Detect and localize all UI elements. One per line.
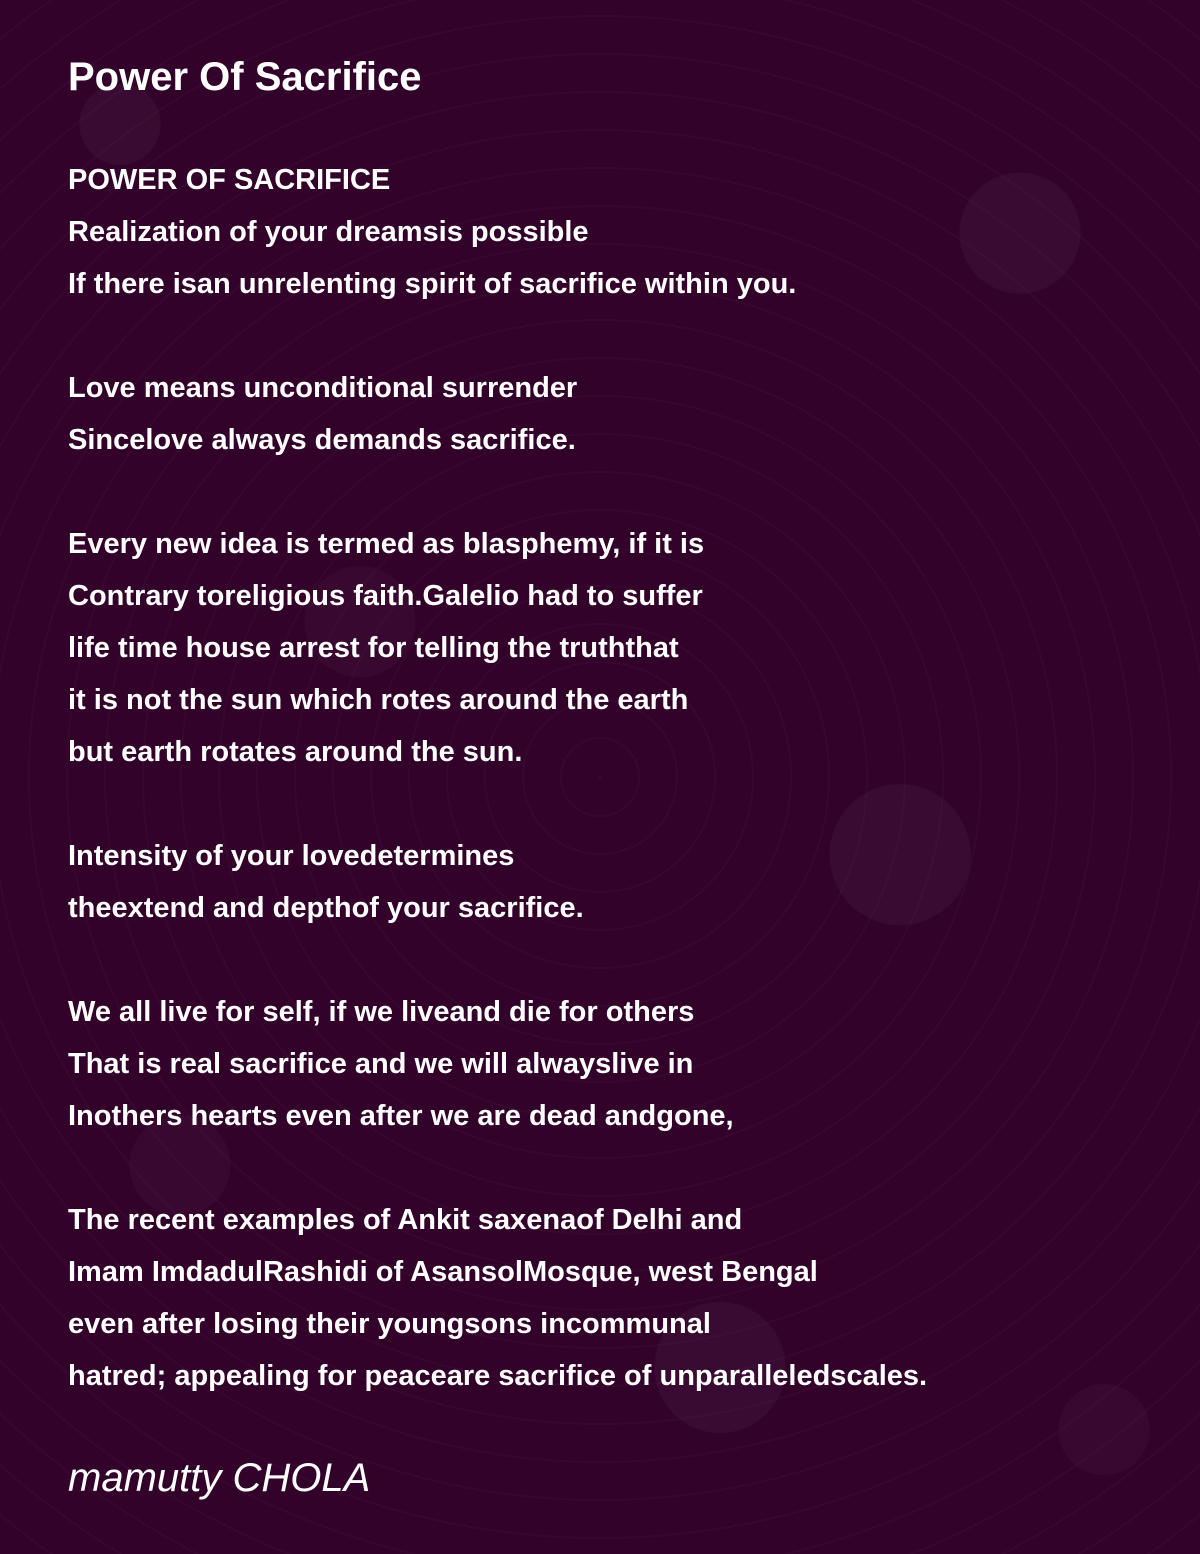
stanza-6 (68, 1194, 1148, 1402)
stanza-5 (68, 986, 1148, 1142)
poem-line: POWER OF SACRIFICE (68, 164, 391, 196)
poem-line: but earth rotates around the sun. (68, 736, 523, 768)
poem-line: Inothers hearts even after we are dead andgone, (68, 1100, 734, 1132)
poem-line: Sincelove always demands sacrifice. (68, 424, 576, 456)
poem-line: Contrary toreligious faith.Galelio had to suffer (68, 580, 703, 612)
poem-body (68, 154, 1148, 1454)
poem-line: Realization of your dreamsis possible (68, 216, 589, 248)
poem-line: even after losing their youngsons incommunal (68, 1308, 711, 1340)
poem-line: The recent examples of Ankit saxenaof Delhi and (68, 1204, 743, 1236)
poem-line: Imam ImdadulRashidi of AsansolMosque, west Bengal (68, 1256, 818, 1288)
poem-line: Every new idea is termed as blasphemy, if it is (68, 528, 705, 560)
poem-line: theextend and depthof your sacrifice. (68, 892, 584, 924)
stanza-2 (68, 362, 1148, 466)
poem-line: life time house arrest for telling the truththat (68, 632, 679, 664)
author-name: mamutty CHOLA (68, 1456, 371, 1500)
stanza-4 (68, 830, 1148, 934)
poem-line: hatred; appealing for peaceare sacrifice of unparalleledscales. (68, 1360, 928, 1392)
stanza-3 (68, 518, 1148, 778)
poem-line: it is not the sun which rotes around the earth (68, 684, 689, 716)
poem-title: Power Of Sacrifice (68, 55, 422, 99)
poem-line: That is real sacrifice and we will alwayslive in (68, 1048, 694, 1080)
poem-line: Love means unconditional surrender (68, 372, 578, 404)
stanza-1 (68, 154, 1148, 310)
poem-line: We all live for self, if we liveand die for others (68, 996, 695, 1028)
poem-line: Intensity of your lovedetermines (68, 840, 515, 872)
poem-line: If there isan unrelenting spirit of sacrifice within you. (68, 268, 797, 300)
